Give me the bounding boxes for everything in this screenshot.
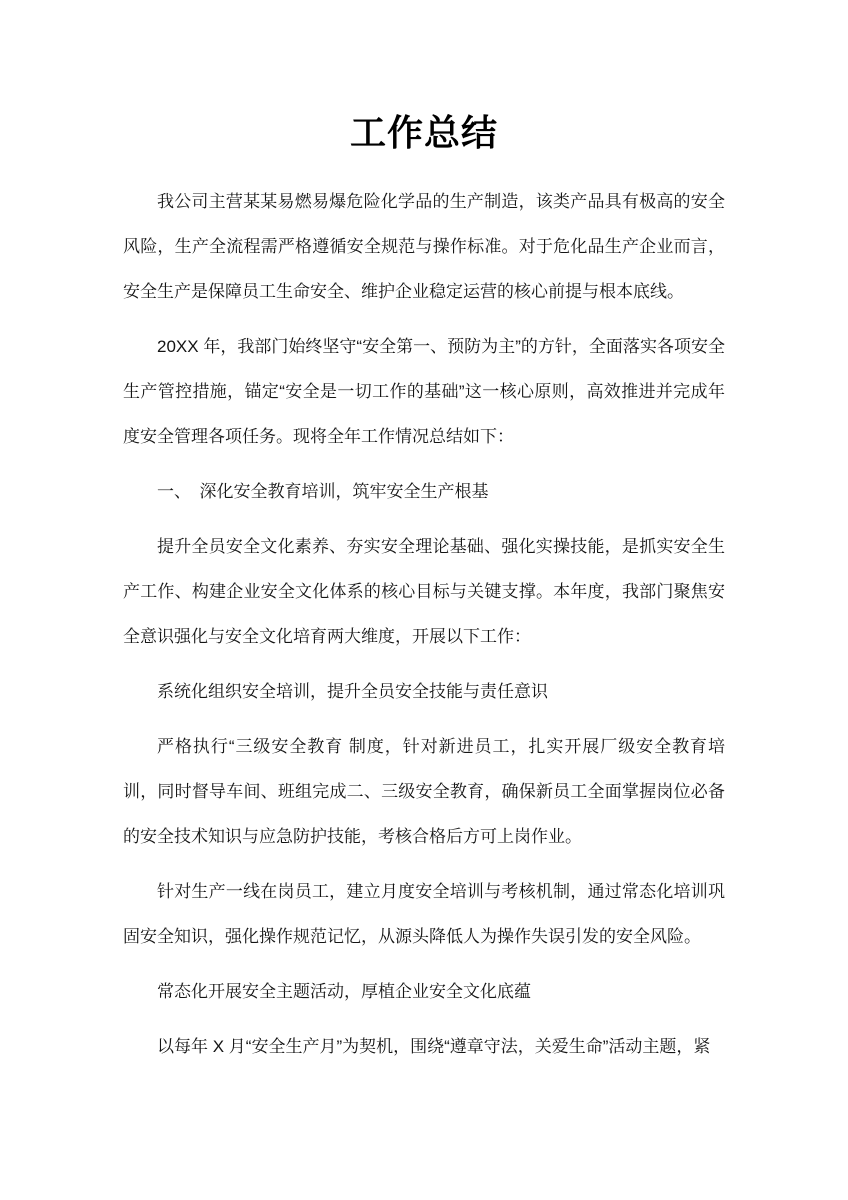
paragraph: 以每年 X 月“安全生产月”为契机，围绕“遵章守法，关爱生命”活动主题，紧	[157, 1037, 711, 1056]
document-title: 工作总结	[349, 112, 498, 153]
paragraph: 我公司主营某某易燃易爆危险化学品的生产制造，该类产品具有极高的安全风险，生产全流程需严格遵循安全规范与操作标准。对于危化品生产企业而言，安全生产是保障员工生命安全、维护企业稳定运营的核心前提与根本底线。	[123, 192, 725, 301]
paragraph: 针对生产一线在岗员工，建立月度安全培训与考核机制，通过常态化培训巩固安全知识，强化操作规范记忆，从源头降低人为操作失误引发的安全风险。	[123, 882, 725, 946]
paragraph: 20XX 年，我部门始终坚守“安全第一、预防为主”的方针，全面落实各项安全生产管控措施，锚定“安全是一切工作的基础”这一核心原则，高效推进并完成年度安全管理各项任务。现将全年工作情况总结如下：	[123, 337, 725, 446]
topic-heading: 系统化组织安全培训，提升全员安全技能与责任意识	[157, 682, 548, 701]
topic-heading: 常态化开展安全主题活动，厚植企业安全文化底蕴	[157, 982, 531, 1001]
document-body	[123, 179, 725, 1069]
paragraph: 严格执行“三级安全教育 制度，针对新进员工，扎实开展厂级安全教育培训，同时督导车间、班组完成二、三级安全教育，确保新员工全面掌握岗位必备的安全技术知识与应急防护技能，考核合格后方可上岗作业。	[123, 737, 725, 846]
paragraph: 提升全员安全文化素养、夯实安全理论基础、强化实操技能，是抓实安全生产工作、构建企业安全文化体系的核心目标与关键支撑。本年度，我部门聚焦安全意识强化与安全文化培育两大维度，开展以下工作：	[123, 537, 725, 646]
section-heading: 一、 深化安全教育培训，筑牢安全生产根基	[157, 482, 489, 501]
